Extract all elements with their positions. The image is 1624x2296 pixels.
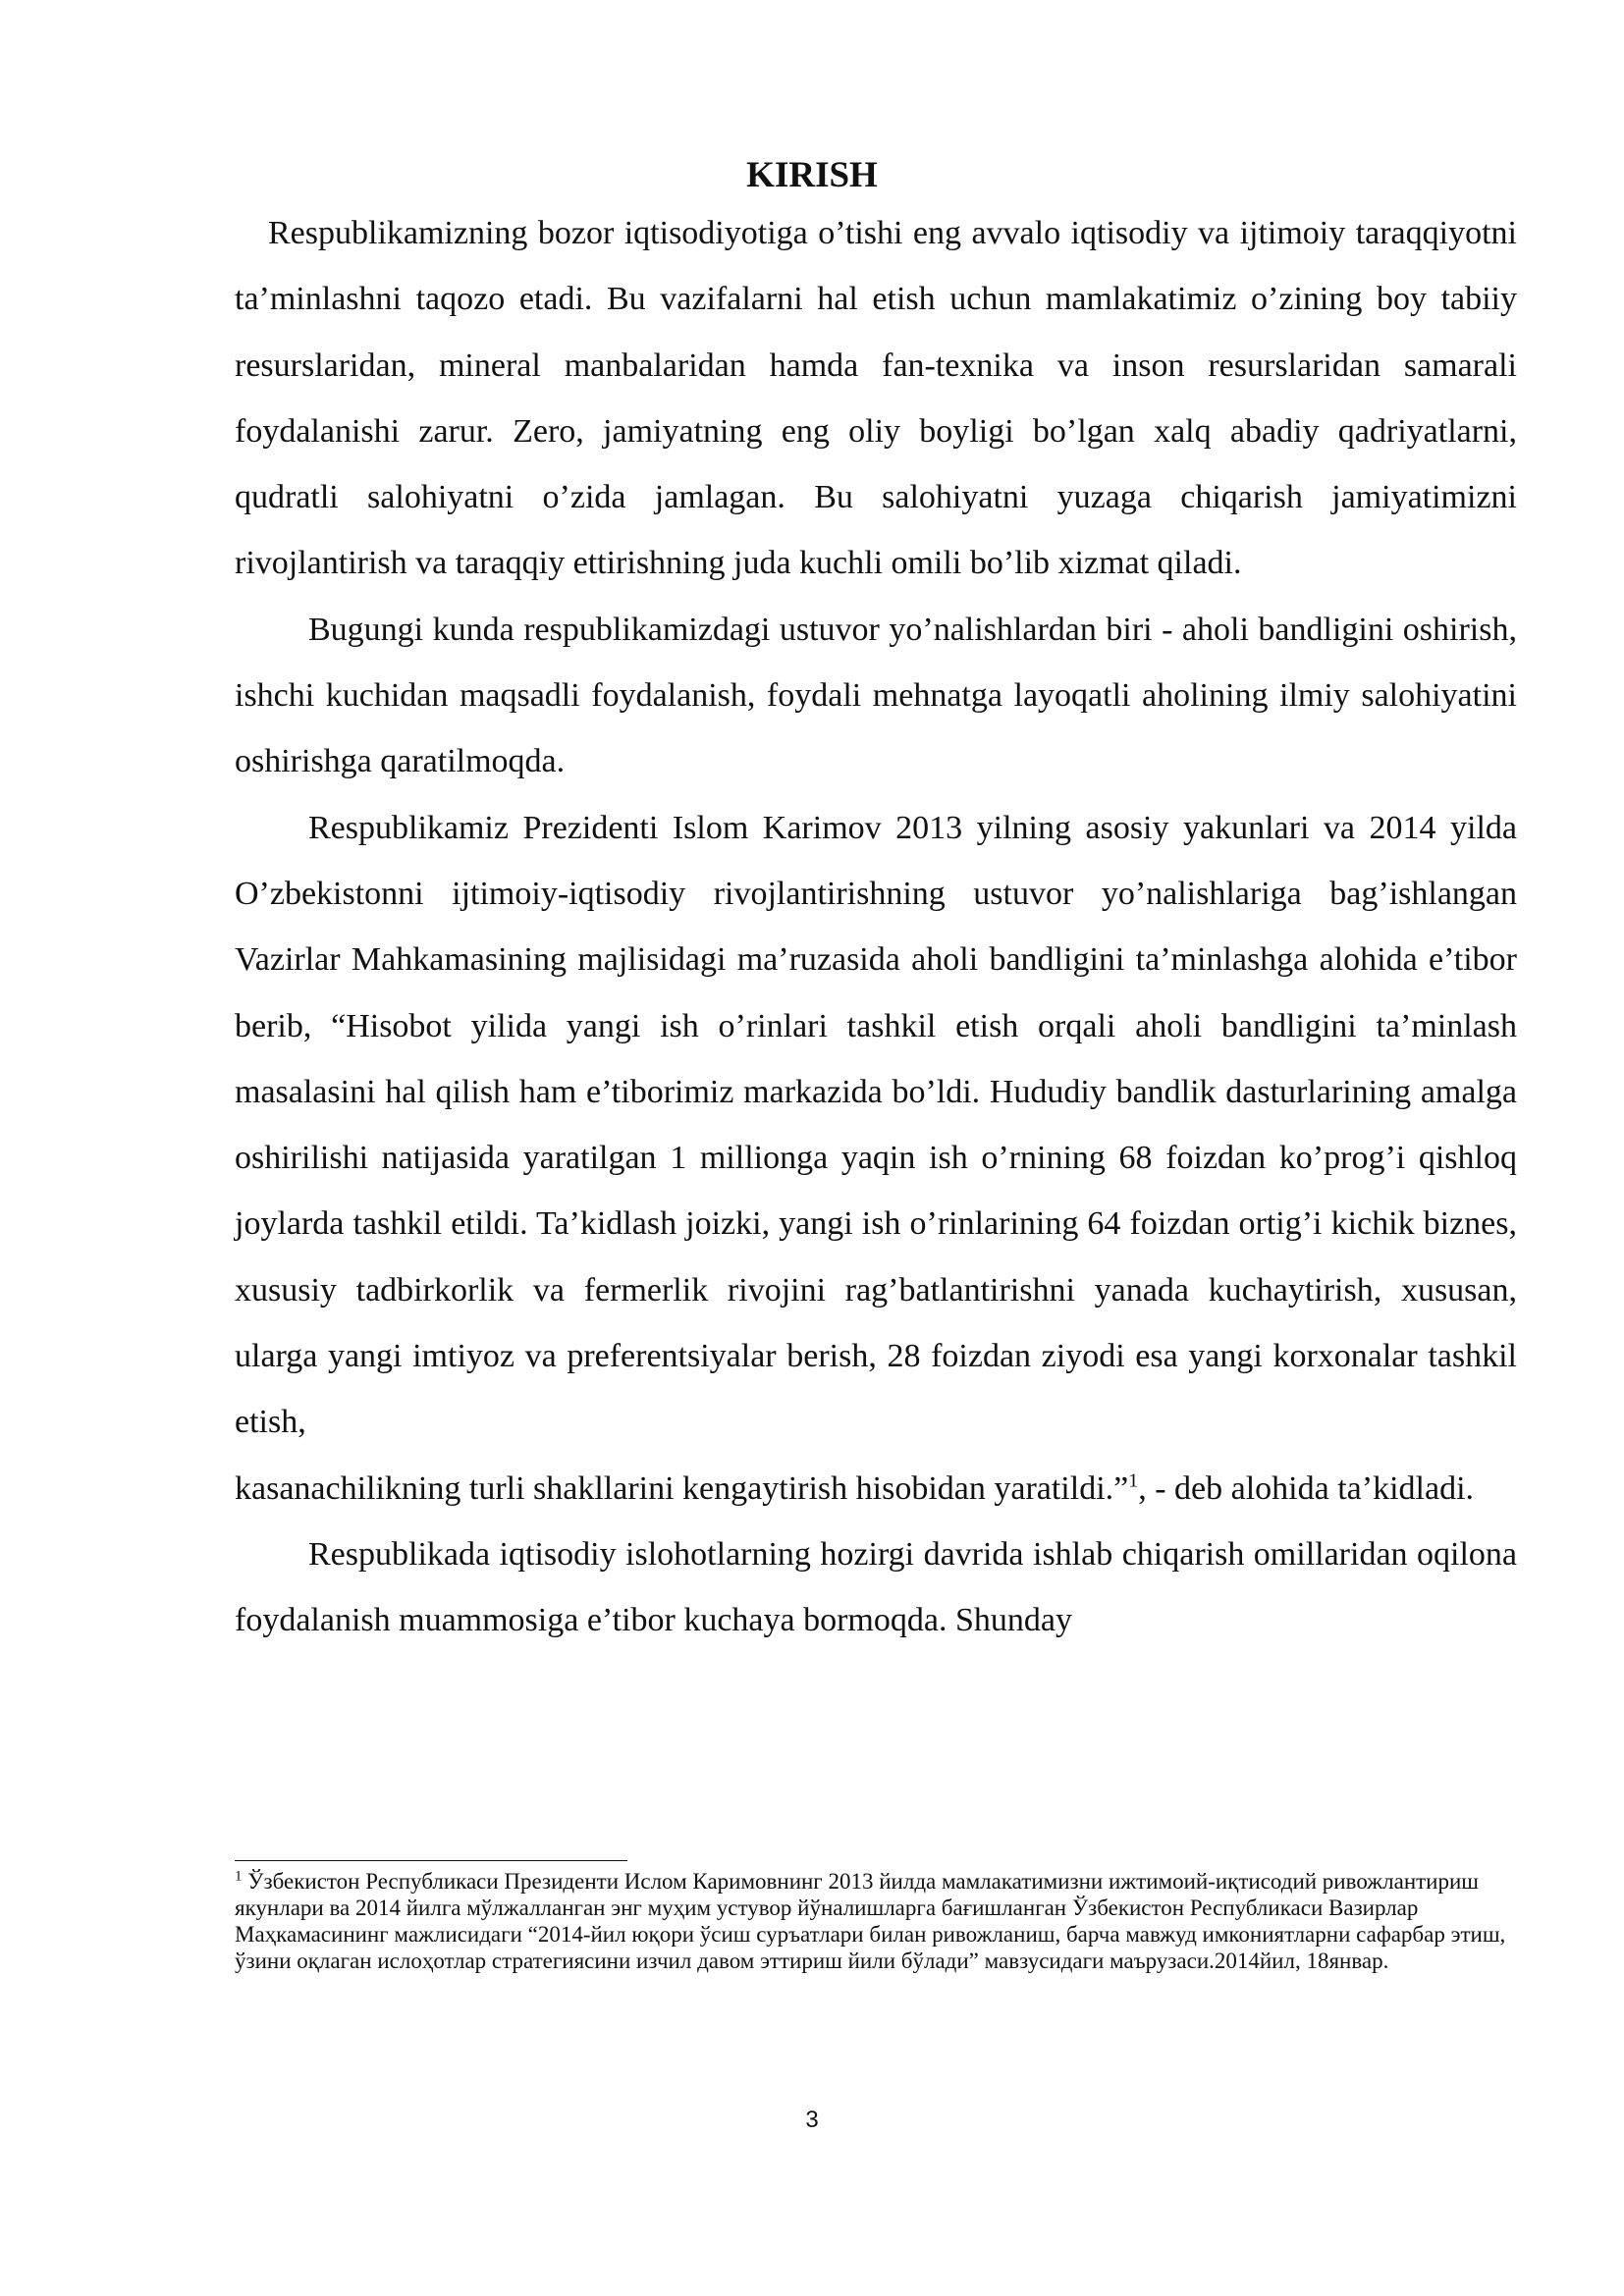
footnote-area	[235, 1868, 1517, 1974]
paragraph-1: Respublikamizning bozor iqtisodiyotiga o’tishi eng avvalo iqtisodiy va ijtimoiy taraqqiyotni ta’minlashni taqozo etadi. Bu vazifalarni hal etish uchun mamlakatimiz o’zining boy tabiiy resurslaridan, mineral manbalaridan hamda fan-texnika va inson resurslaridan samarali foydalanishi zarur. Zero, jamiyatning eng oliy boyligi bo’lgan xalq abadiy qadriyatlarni, qudratli salohiyatni o’zida jamlagan. Bu salohiyatni yuzaga chiqarish jamiyatimizni rivojlantirish va taraqqiy ettirishning juda kuchli omili bo’lib xizmat qiladi.	[235, 215, 1517, 582]
footnote-separator	[235, 1860, 627, 1861]
page-title: KIRISH	[746, 155, 878, 195]
paragraph-4-text: kasanachilikning turli shakllarini kengaytirish hisobidan yaratildi.”	[235, 1469, 1129, 1507]
footnote-text: Ўзбекистон Республикаси Президенти Ислом Каримовнинг 2013 йилда мамлакатимизни ижтимоий-иқтисодий ривожлантириш якунлари ва 2014 йилга мўлжалланган энг муҳим устувор йўналишларга бағишланган Ўзбекистон Республикаси Вазирлар Маҳкамасининг мажлисидаги “2014-йил юқори ўсиш суръатлари билан ривожланиш, барча мавжуд имкониятларни сафарбар этиш, ўзини оқлаган ислоҳотлар стратегиясини изчил давом эттириш йили бўлади” мавзусидаги маърузаси.2014йил, 18январ.	[235, 1869, 1506, 1973]
paragraph-5: Respublikada iqtisodiy islohotlarning hozirgi davrida ishlab chiqarish omillaridan oqilona foydalanish muammosiga e’tibor kuchaya bormoqda. Shunday	[235, 1535, 1517, 1639]
paragraph-2: Bugungi kunda respublikamizdagi ustuvor yo’nalishlardan biri - aholi bandligini oshirish, ishchi kuchidan maqsadli foydalanish, foydali mehnatga layoqatli aholining ilmiy salohiyatini oshirishga qaratilmoqda.	[235, 611, 1517, 780]
footnote-1	[235, 1868, 1517, 1974]
page-number: 3	[805, 2107, 819, 2133]
paragraph-4-tail: , - deb alohida ta’kidladi.	[1138, 1469, 1475, 1507]
footnote-reference: 1	[1128, 1469, 1139, 1492]
paragraph-3: Respublikamiz Prezidenti Islom Karimov 2013 yilning asosiy yakunlari va 2014 yilda O’zbekistonni ijtimoiy-iqtisodiy rivojlantirishning ustuvor yo’nalishlariga bag’ishlangan Vazirlar Mahkamasining majlisidagi ma’ruzasida aholi bandligini ta’minlashga alohida e’tibor berib, “Hisobot yilida yangi ish o’rinlari tashkil etish orqali aholi bandligini ta’minlash masalasini hal qilish ham e’tiborimiz markazida bo’ldi. Hududiy bandlik dasturlarining amalga oshirilishi natijasida yaratilgan 1 millionga yaqin ish o’rnining 68 foizdan ko’prog’i qishloq joylarda tashkil etildi. Ta’kidlash joizki, yangi ish o’rinlarining 64 foizdan ortig’i kichik biznes, xususiy tadbirkorlik va fermerlik rivojini rag’batlantirishni yanada kuchaytirish, xususan, ularga yangi imtiyoz va preferentsiyalar berish, 28 foizdan ziyodi esa yangi korxonalar tashkil etish,	[235, 809, 1517, 1441]
paragraph-4	[235, 1456, 1517, 1522]
footnote-marker: 1	[235, 1868, 243, 1885]
body-text	[235, 200, 1517, 1654]
